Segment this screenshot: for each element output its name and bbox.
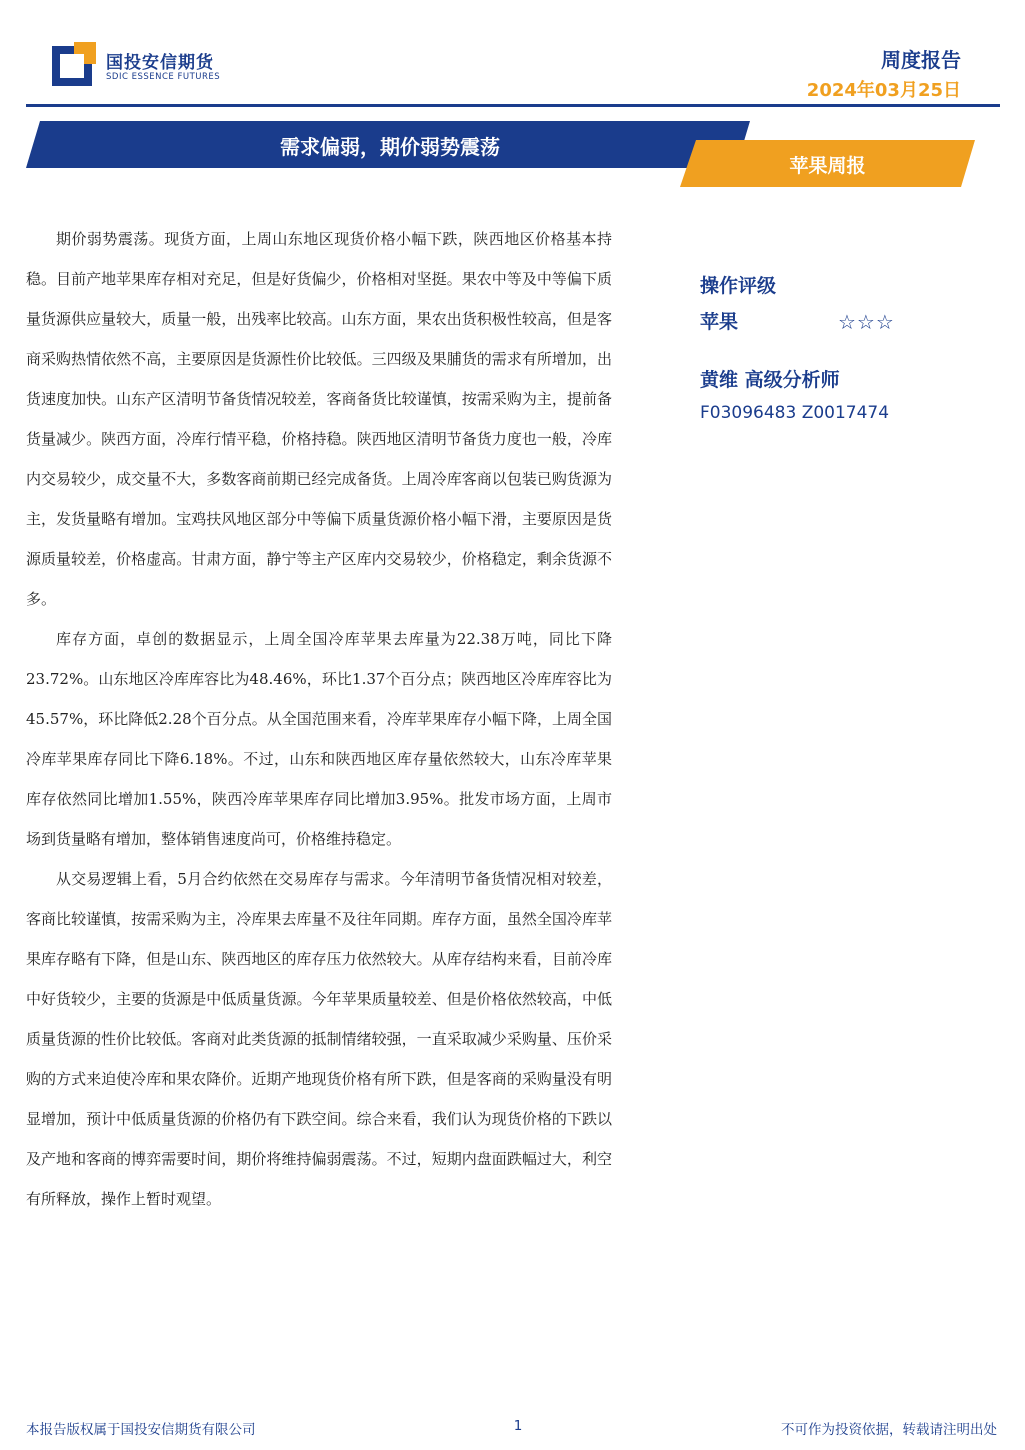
- report-tag: 苹果周报: [789, 155, 866, 177]
- logo-english-name: SDIC ESSENCE FUTURES: [106, 72, 221, 82]
- body-paragraph: 从交易逻辑上看，5月合约依然在交易库存与需求。今年清明节备货情况相对较差，客商比较谨慎，按需采购为主，冷库果去库量不及往年同期。库存方面，虽然全国冷库苹果库存略有下降，但是山东、陕西地区的库存压力依然较大。从库存结构来看，目前冷库中好货较少，主要的货源是中低质量货源。今年苹果质量较差、但是价格依然较高，中低质量货源的性价比较低。客商对此类货源的抵制情绪较强，一直采取减少采购量、压价采购的方式来迫使冷库和果农降价。近期产地现货价格有所下跌，但是客商的采购量没有明显增加，预计中低质量货源的价格仍有下跌空间。综合来看，我们认为现货价格的下跌以及产地和客商的博弈需要时间，期价将维持偏弱震荡。不过，短期内盘面跌幅过大，利空有所释放，操作上暂时观望。: [26, 870, 612, 1208]
- footer-copyright: 本报告版权属于国投安信期货有限公司: [26, 1422, 256, 1438]
- analyst-name: 黄维 高级分析师: [700, 369, 840, 391]
- report-date: 2024年03月25日: [806, 80, 961, 101]
- header-divider: [26, 104, 1000, 107]
- report-type: 周度报告: [881, 48, 961, 72]
- logo-mark-icon: [52, 42, 96, 86]
- rating-stars-icon: ☆☆☆: [838, 310, 895, 334]
- footer-disclaimer: 不可作为投资依据，转载请注明出处: [781, 1422, 997, 1438]
- analyst-license-ids: F03096483 Z0017474: [700, 403, 890, 423]
- company-logo: [52, 42, 252, 87]
- body-paragraph: 期价弱势震荡。现货方面，上周山东地区现货价格小幅下跌，陕西地区价格基本持稳。目前产地苹果库存相对充足，但是好货偏少，价格相对坚挺。果农中等及中等偏下质量货源供应量较大，质量一般，出残率比较高。山东方面，果农出货积极性较高，但是客商采购热情依然不高，主要原因是货源性价比较低。三四级及果脯货的需求有所增加，出货速度加快。山东产区清明节备货情况较差，客商备货比较谨慎，按需采购为主，提前备货量减少。陕西方面，冷库行情平稳，价格持稳。陕西地区清明节备货力度也一般，冷库内交易较少，成交量不大，多数客商前期已经完成备货。上周冷库客商以包装已购货源为主，发货量略有增加。宝鸡扶风地区部分中等偏下质量货源价格小幅下滑，主要原因是货源质量较差，价格虚高。甘肃方面，静宁等主产区库内交易较少，价格稳定，剩余货源不多。: [26, 230, 612, 608]
- report-title: 需求偏弱，期价弱势震荡: [280, 135, 500, 159]
- body-paragraph: 库存方面，卓创的数据显示，上周全国冷库苹果去库量为22.38万吨，同比下降23.72%。山东地区冷库库容比为48.46%，环比1.37个百分点；陕西地区冷库库容比为45.57%，环比降低2.28个百分点。从全国范围来看，冷库苹果库存小幅下降，上周全国冷库苹果库存同比下降6.18%。不过，山东和陕西地区库存量依然较大，山东冷库苹果库存依然同比增加1.55%，陕西冷库苹果库存同比增加3.95%。批发市场方面，上周市场到货量略有增加，整体销售速度尚可，价格维持稳定。: [26, 630, 612, 848]
- report-body: [26, 219, 612, 1219]
- rating-product: 苹果: [700, 311, 739, 333]
- logo-chinese-name: 国投安信期货: [106, 53, 214, 73]
- footer-page-number: 1: [513, 1418, 523, 1434]
- rating-row: [700, 304, 980, 340]
- rating-title: 操作评级: [700, 275, 777, 297]
- sidebar: [700, 268, 980, 428]
